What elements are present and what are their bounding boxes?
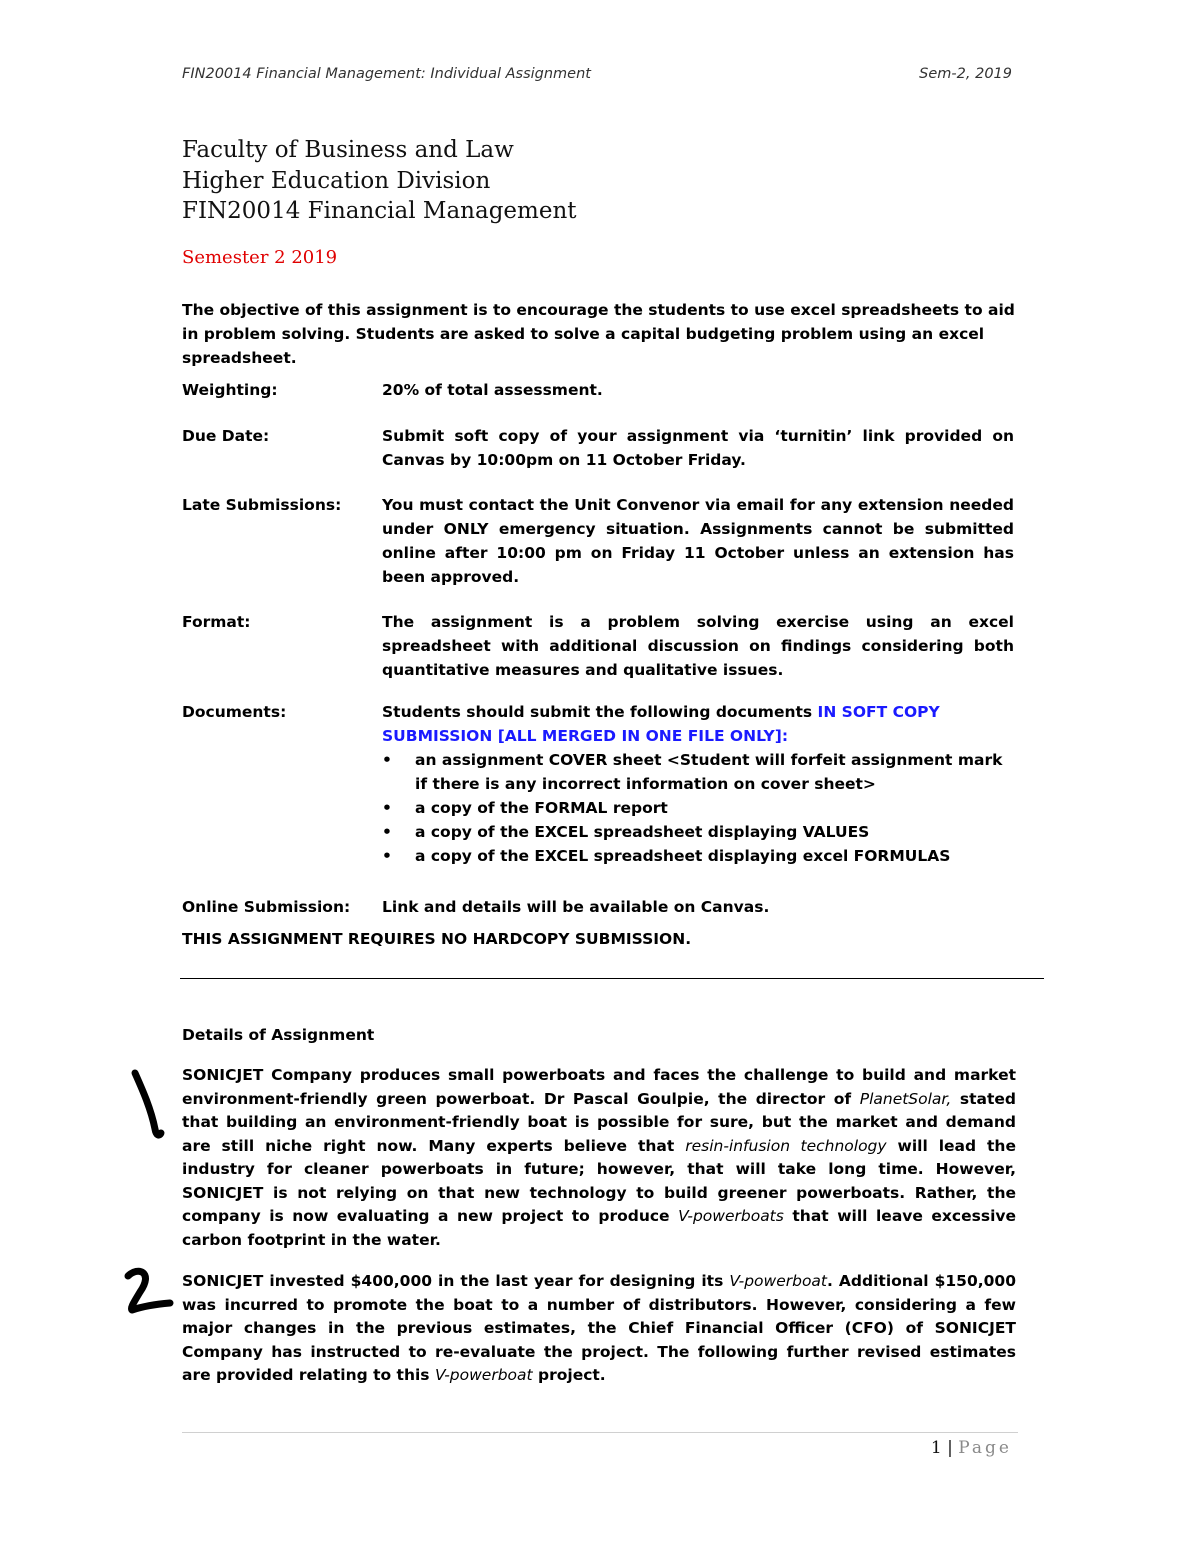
documents-list bbox=[382, 748, 1014, 868]
footer-divider bbox=[182, 1432, 1018, 1433]
text-run-italic: V-powerboat bbox=[434, 1366, 533, 1384]
weighting-label: Weighting: bbox=[182, 381, 278, 399]
text-run: SONICJET Company produces small powerboats and faces the challenge to build and market environment-friendly green powerboat. Dr Pascal Goulpie, the director of bbox=[182, 1066, 1016, 1108]
title-block bbox=[182, 135, 577, 227]
page-word: Page bbox=[958, 1438, 1012, 1458]
details-paragraph-2 bbox=[182, 1270, 1016, 1388]
section-divider bbox=[180, 978, 1044, 979]
details-heading: Details of Assignment bbox=[182, 1026, 375, 1044]
late-submissions-value: You must contact the Unit Convenor via email for any extension needed under ONLY emergency situation. Assignments cannot be submitted online after 10:00 pm on Friday 11 October unless an extension has been approved. bbox=[382, 496, 1014, 586]
due-date-value: Submit soft copy of your assignment via ‘turnitin’ link provided on Canvas by 10:00pm on 11 October Friday. bbox=[382, 427, 1014, 469]
weighting-value: 20% of total assessment. bbox=[382, 381, 603, 399]
documents-value bbox=[382, 700, 1014, 868]
documents-intro: Students should submit the following documents bbox=[382, 703, 813, 721]
page-separator: | bbox=[941, 1438, 959, 1458]
page-footer bbox=[931, 1438, 1012, 1458]
text-run: stated that building an environment-friendly boat is possible for sure, but the market and demand are still niche right now. Many experts believe that bbox=[182, 1089, 1016, 1155]
format-value: The assignment is a problem solving exercise using an excel spreadsheet with additional discussion on findings considering both quantitative measures and qualitative issues. bbox=[382, 613, 1014, 679]
running-header-title: FIN20014 Financial Management: Individual Assignment bbox=[182, 66, 591, 82]
text-run-italic: resin-infusion technology bbox=[685, 1136, 887, 1155]
text-run: project. bbox=[532, 1366, 606, 1384]
list-item: • a copy of the EXCEL spreadsheet displaying VALUES bbox=[382, 820, 1014, 844]
documents-highlight: IN SOFT COPY SUBMISSION [ALL MERGED IN ONE FILE ONLY]: bbox=[382, 703, 940, 745]
due-date-label: Due Date: bbox=[182, 427, 270, 445]
faculty-title: Faculty of Business and Law bbox=[182, 137, 514, 163]
online-submission-label: Online Submission: bbox=[182, 898, 351, 916]
documents-label: Documents: bbox=[182, 703, 287, 721]
list-item: • a copy of the FORMAL report bbox=[382, 796, 1014, 820]
handwritten-number-two-mark bbox=[118, 1262, 178, 1322]
text-run: SONICJET invested $400,000 in the last year for designing its bbox=[182, 1272, 730, 1290]
list-item: • an assignment COVER sheet <Student will forfeit assignment mark if there is any incorrect information on cover sheet> bbox=[382, 748, 1014, 796]
late-submissions-label: Late Submissions: bbox=[182, 496, 342, 514]
text-run: . Additional $150,000 was incurred to promote the boat to a number of distributors. However, considering a few major changes in the previous estimates, the Chief Financial Officer (CFO) of SONICJET Company has instructed to re-evaluate the project. The following further revised estimates are provided relating to this bbox=[182, 1272, 1016, 1384]
handwritten-number-one-mark bbox=[125, 1065, 175, 1145]
list-item: • a copy of the EXCEL spreadsheet displaying excel FORMULAS bbox=[382, 844, 1014, 868]
running-header-semester: Sem-2, 2019 bbox=[919, 66, 1012, 82]
text-run-italic: PlanetSolar, bbox=[859, 1089, 952, 1108]
page-number: 1 bbox=[930, 1438, 942, 1458]
text-run-italic: V-powerboat bbox=[729, 1272, 827, 1290]
text-run: that will leave excessive carbon footprint in the water. bbox=[182, 1207, 1017, 1249]
no-hardcopy-notice: THIS ASSIGNMENT REQUIRES NO HARDCOPY SUBMISSION. bbox=[182, 930, 692, 948]
online-submission-value: Link and details will be available on Canvas. bbox=[382, 898, 770, 916]
format-label: Format: bbox=[182, 613, 251, 631]
text-run: will lead the industry for cleaner powerboats in future; however, that will take long time. However, SONICJET is not relying on that new technology to build greener powerboats. Rather, the company is now evaluating a new project to produce bbox=[182, 1136, 1016, 1225]
division-title: Higher Education Division bbox=[182, 167, 491, 194]
text-run-italic: V-powerboats bbox=[678, 1207, 784, 1225]
details-paragraph-1 bbox=[182, 1064, 1016, 1252]
objective-paragraph: The objective of this assignment is to encourage the students to use excel spreadsheets to aid in problem solving. Students are asked to solve a capital budgeting problem using an excel spreadsheet. bbox=[182, 301, 1015, 367]
semester-label: Semester 2 2019 bbox=[182, 247, 338, 268]
unit-title: FIN20014 Financial Management bbox=[182, 198, 577, 224]
